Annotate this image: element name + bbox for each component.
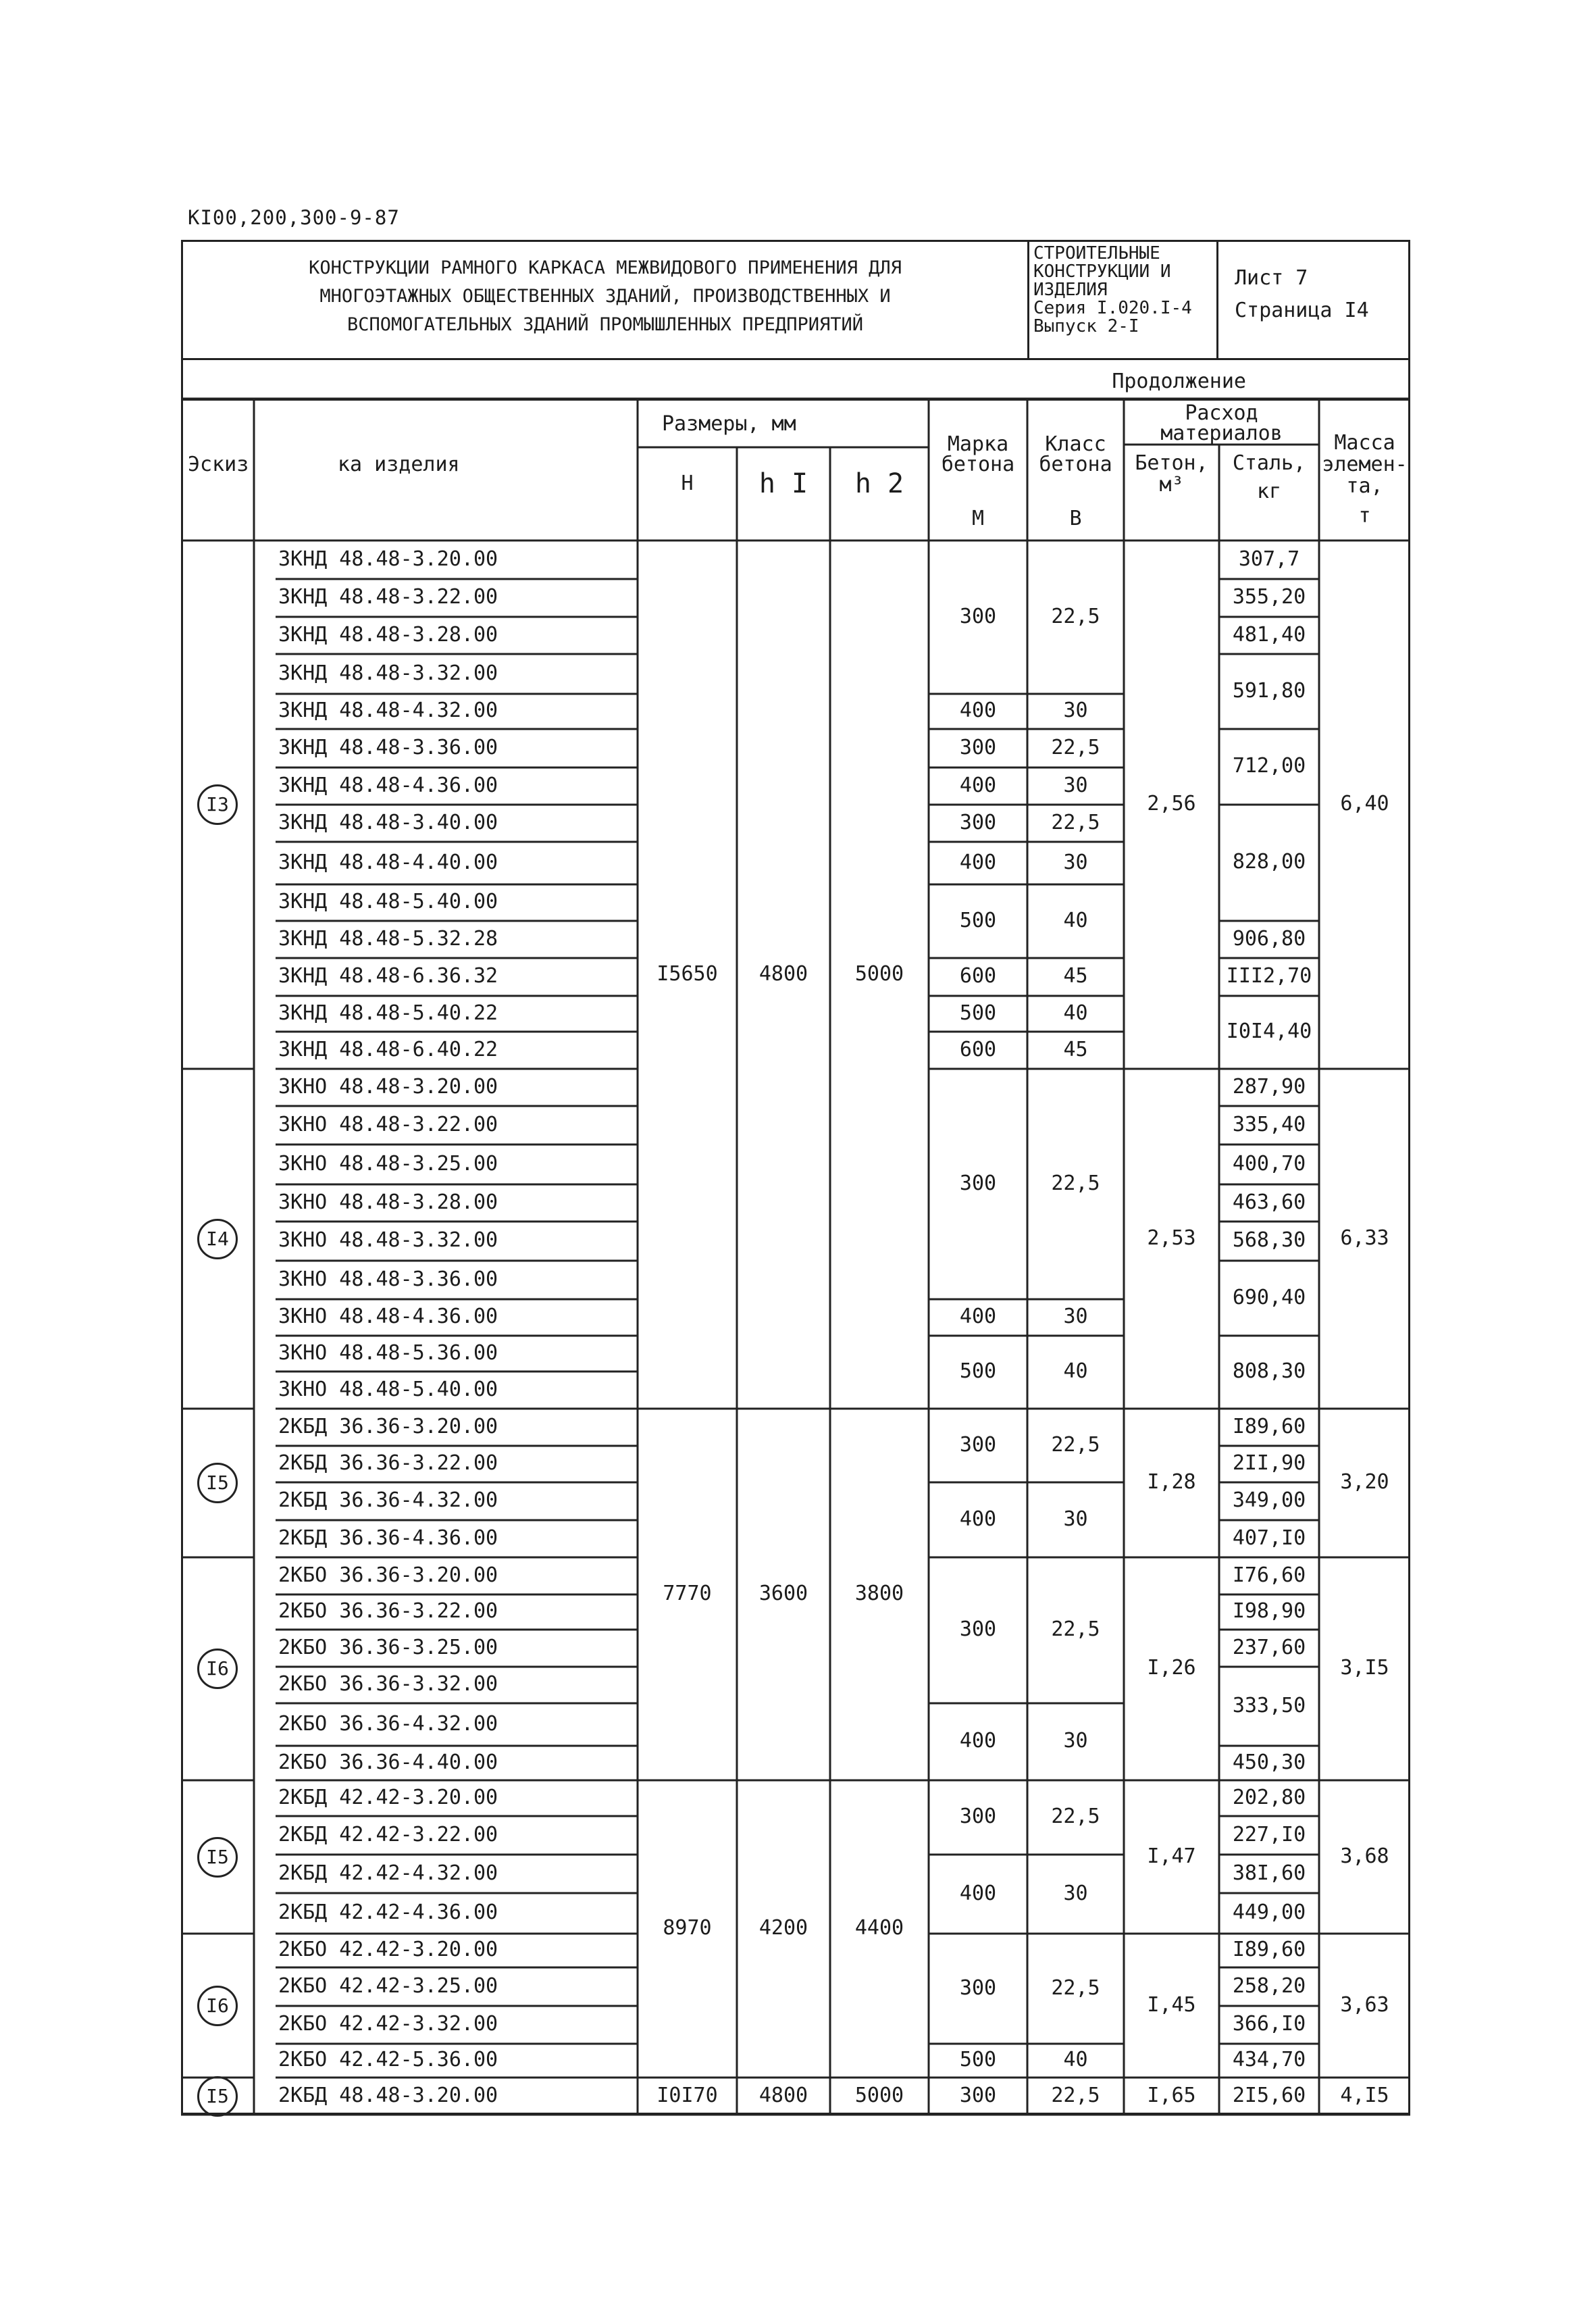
steel-value: 449,00 (1232, 1901, 1306, 1924)
sketch-number-badge: I5 (197, 1463, 238, 1503)
item-name: 3КНО 48.48-5.40.00 (278, 1377, 498, 1401)
item-name: 3КНД 48.48-3.20.00 (278, 547, 498, 571)
concrete-class-value: 22,5 (1051, 1805, 1100, 1828)
header-concrete-class: бетона (1039, 453, 1112, 476)
height-h1-value: 4200 (758, 1916, 808, 1940)
steel-value: 307,7 (1238, 547, 1300, 571)
steel-value: 2I5,60 (1232, 2083, 1306, 2107)
steel-value: I98,90 (1232, 1599, 1306, 1623)
steel-value: 38I,60 (1232, 1861, 1306, 1885)
header-steel: кг (1256, 480, 1282, 503)
height-H-value: 8970 (663, 1916, 712, 1940)
steel-value: 450,30 (1232, 1750, 1306, 1774)
header-sketch: Эскиз (188, 453, 249, 476)
header-mass: Масса (1334, 431, 1395, 455)
item-name: 3КНД 48.48-3.36.00 (278, 735, 498, 759)
item-name: 3КНО 48.48-3.28.00 (278, 1190, 498, 1214)
item-name: 2КБД 42.42-4.32.00 (278, 1861, 498, 1885)
mass-value: 6,33 (1340, 1226, 1389, 1250)
concrete-class-value: 40 (1063, 1359, 1088, 1383)
concrete-class-value: 22,5 (1051, 810, 1100, 834)
header-concrete-grade: бетона (941, 453, 1015, 476)
steel-value: 333,50 (1232, 1693, 1306, 1717)
header-concrete-class: Класс (1045, 432, 1106, 456)
item-name: 3КНО 48.48-3.32.00 (278, 1228, 498, 1252)
series-line: Серия I.020.I-4 (1033, 298, 1192, 318)
concrete-class-value: 30 (1063, 1881, 1088, 1905)
concrete-grade-value: 300 (959, 735, 997, 759)
header-concrete-class: В (1069, 507, 1082, 530)
steel-value: 906,80 (1232, 926, 1306, 951)
steel-value: 2II,90 (1232, 1451, 1306, 1475)
document-code: КI00,200,300-9-87 (188, 206, 400, 229)
concrete-class-value: 30 (1063, 850, 1088, 874)
height-h2-value: 5000 (854, 2083, 904, 2107)
concrete-grade-value: 400 (959, 1729, 997, 1753)
height-h2-value: 3800 (854, 1582, 904, 1605)
header-mass: та, (1346, 474, 1383, 498)
item-name: 3КНО 48.48-3.25.00 (278, 1151, 498, 1176)
item-name: 3КНД 48.48-4.40.00 (278, 850, 498, 874)
sketch-number-badge: I3 (197, 784, 238, 825)
steel-value: I0I4,40 (1226, 1020, 1312, 1043)
concrete-class-value: 30 (1063, 773, 1088, 797)
header-dimensions: Размеры, мм (662, 412, 796, 436)
steel-value: III2,70 (1226, 964, 1312, 988)
height-h2-value: 4400 (854, 1916, 904, 1940)
concrete-grade-value: 500 (959, 2048, 997, 2071)
header-concrete-grade: М (971, 507, 985, 530)
concrete-grade-value: 500 (959, 1359, 997, 1383)
concrete-volume-value: I,45 (1147, 1992, 1196, 2017)
concrete-grade-value: 400 (959, 773, 997, 797)
concrete-grade-value: 300 (959, 1617, 997, 1641)
concrete-grade-value: 400 (959, 699, 997, 722)
sheet-number: Лист 7 (1235, 266, 1308, 290)
height-H-value: I5650 (657, 961, 718, 986)
mass-value: 3,63 (1340, 1992, 1389, 2017)
header-concrete-volume: м³ (1159, 473, 1184, 497)
item-name: 3КНД 48.48-3.22.00 (278, 585, 498, 609)
header-consumption: материалов (1160, 422, 1283, 445)
series-line: КОНСТРУКЦИИ И (1033, 261, 1171, 282)
item-name: 2КБО 42.42-3.25.00 (278, 1973, 498, 1998)
concrete-volume-value: 2,56 (1147, 792, 1196, 815)
continuation-label: Продолжение (1112, 370, 1246, 393)
series-line: СТРОИТЕЛЬНЫЕ (1033, 243, 1160, 263)
concrete-grade-value: 600 (959, 1037, 997, 1061)
series-line: Выпуск 2-I (1033, 316, 1139, 336)
concrete-class-value: 40 (1063, 908, 1088, 932)
concrete-grade-value: 400 (959, 1305, 997, 1328)
header-concrete-grade: Марка (947, 432, 1009, 456)
item-name: 2КБД 36.36-4.36.00 (278, 1526, 498, 1550)
steel-value: 227,I0 (1232, 1822, 1306, 1846)
concrete-class-value: 22,5 (1051, 1171, 1100, 1195)
mass-value: 6,40 (1340, 792, 1389, 815)
height-H-value: I0I70 (657, 2083, 718, 2107)
concrete-class-value: 30 (1063, 1729, 1088, 1753)
header-mass: элемен- (1322, 453, 1408, 476)
concrete-class-value: 22,5 (1051, 1432, 1100, 1457)
steel-value: 828,00 (1232, 850, 1306, 874)
header-mass: т (1358, 504, 1371, 528)
header-consumption: Расход (1185, 401, 1258, 425)
steel-value: 202,80 (1232, 1785, 1306, 1809)
concrete-grade-value: 400 (959, 1881, 997, 1905)
mass-value: 3,68 (1340, 1844, 1389, 1868)
concrete-class-value: 22,5 (1051, 604, 1100, 628)
sketch-number-badge: I4 (197, 1219, 238, 1259)
item-name: 3КНД 48.48-5.40.00 (278, 890, 498, 913)
item-name: 3КНО 48.48-5.36.00 (278, 1340, 498, 1365)
mass-value: 4,I5 (1340, 2083, 1389, 2107)
steel-value: 366,I0 (1232, 2012, 1306, 2036)
concrete-grade-value: 500 (959, 1001, 997, 1025)
item-name: 2КБО 36.36-3.22.00 (278, 1599, 498, 1623)
item-name: 3КНО 48.48-3.36.00 (278, 1267, 498, 1291)
steel-value: I89,60 (1232, 1414, 1306, 1438)
title-line: КОНСТРУКЦИИ РАМНОГО КАРКАСА МЕЖВИДОВОГО ПРИМЕНЕНИЯ ДЛЯ (309, 257, 902, 278)
item-name: 2КБО 42.42-3.32.00 (278, 2012, 498, 2036)
concrete-class-value: 22,5 (1051, 1976, 1100, 2000)
concrete-grade-value: 500 (959, 908, 997, 932)
concrete-class-value: 22,5 (1051, 2083, 1100, 2107)
concrete-grade-value: 300 (959, 1805, 997, 1828)
title-line: ВСПОМОГАТЕЛЬНЫХ ЗДАНИЙ ПРОМЫШЛЕННЫХ ПРЕДПРИЯТИЙ (346, 314, 863, 335)
item-name: 2КБО 36.36-3.20.00 (278, 1563, 498, 1587)
header-h1: h I (758, 468, 808, 499)
steel-value: 287,90 (1232, 1074, 1306, 1099)
item-name: 2КБО 36.36-3.32.00 (278, 1672, 498, 1696)
item-name: 2КБД 36.36-3.22.00 (278, 1451, 498, 1475)
steel-value: 349,00 (1232, 1488, 1306, 1512)
page-number: Страница I4 (1235, 299, 1369, 322)
header-h2: h 2 (854, 468, 904, 499)
concrete-grade-value: 300 (959, 1976, 997, 2000)
header-H: Н (681, 472, 694, 495)
steel-value: 237,60 (1232, 1635, 1306, 1659)
steel-value: 434,70 (1232, 2048, 1306, 2071)
concrete-class-value: 22,5 (1051, 1617, 1100, 1641)
item-name: 3КНД 48.48-3.28.00 (278, 622, 498, 647)
steel-value: 355,20 (1232, 585, 1306, 609)
item-name: 3КНД 48.48-4.32.00 (278, 699, 498, 722)
concrete-volume-value: I,47 (1147, 1844, 1196, 1868)
item-name: 3КНД 48.48-6.40.22 (278, 1037, 498, 1061)
concrete-grade-value: 300 (959, 1171, 997, 1195)
item-name: 3КНД 48.48-3.32.00 (278, 661, 498, 685)
item-name: 2КБО 36.36-3.25.00 (278, 1635, 498, 1659)
steel-value: 808,30 (1232, 1359, 1306, 1383)
concrete-grade-value: 300 (959, 2083, 997, 2107)
sketch-number-badge: I6 (197, 1649, 238, 1689)
steel-value: 591,80 (1232, 678, 1306, 703)
header-steel: Сталь, (1232, 451, 1306, 475)
header-concrete-volume: Бетон, (1135, 451, 1208, 475)
item-name: 2КБД 48.48-3.20.00 (278, 2083, 498, 2107)
steel-value: I76,60 (1232, 1563, 1306, 1587)
item-name: 2КБО 36.36-4.32.00 (278, 1711, 498, 1736)
item-name: 3КНД 48.48-5.40.22 (278, 1001, 498, 1025)
item-name: 3КНО 48.48-3.20.00 (278, 1074, 498, 1099)
height-h2-value: 5000 (854, 961, 904, 986)
item-name: 2КБД 42.42-3.20.00 (278, 1785, 498, 1809)
concrete-class-value: 40 (1063, 1001, 1088, 1025)
concrete-grade-value: 300 (959, 604, 997, 628)
steel-value: 258,20 (1232, 1973, 1306, 1998)
height-h1-value: 4800 (758, 961, 808, 986)
height-h1-value: 3600 (758, 1582, 808, 1605)
sketch-number-badge: I5 (197, 2076, 238, 2117)
steel-value: 407,I0 (1232, 1526, 1306, 1550)
concrete-class-value: 22,5 (1051, 735, 1100, 759)
title-line: МНОГОЭТАЖНЫХ ОБЩЕСТВЕННЫХ ЗДАНИЙ, ПРОИЗВОДСТВЕННЫХ И (319, 286, 891, 307)
item-name: 2КБО 42.42-3.20.00 (278, 1938, 498, 1961)
header-item-name: ка изделия (338, 453, 460, 476)
steel-value: 712,00 (1232, 754, 1306, 778)
item-name: 2КБД 36.36-3.20.00 (278, 1414, 498, 1438)
mass-value: 3,I5 (1340, 1656, 1389, 1680)
height-H-value: 7770 (663, 1582, 712, 1605)
concrete-class-value: 45 (1063, 1037, 1088, 1061)
concrete-volume-value: I,65 (1147, 2083, 1196, 2107)
steel-value: 690,40 (1232, 1285, 1306, 1309)
item-name: 3КНО 48.48-3.22.00 (278, 1112, 498, 1136)
steel-value: 400,70 (1232, 1151, 1306, 1176)
concrete-grade-value: 400 (959, 850, 997, 874)
steel-value: I89,60 (1232, 1938, 1306, 1961)
item-name: 3КНД 48.48-3.40.00 (278, 810, 498, 834)
steel-value: 335,40 (1232, 1112, 1306, 1136)
concrete-grade-value: 400 (959, 1507, 997, 1531)
item-name: 2КБД 42.42-3.22.00 (278, 1822, 498, 1846)
item-name: 3КНД 48.48-6.36.32 (278, 964, 498, 988)
concrete-grade-value: 300 (959, 1432, 997, 1457)
item-name: 2КБД 36.36-4.32.00 (278, 1488, 498, 1512)
mass-value: 3,20 (1340, 1470, 1389, 1494)
item-name: 2КБО 42.42-5.36.00 (278, 2048, 498, 2071)
concrete-class-value: 30 (1063, 1507, 1088, 1531)
concrete-class-value: 30 (1063, 699, 1088, 722)
sketch-number-badge: I6 (197, 1986, 238, 2026)
concrete-class-value: 45 (1063, 964, 1088, 988)
height-h1-value: 4800 (758, 2083, 808, 2107)
concrete-grade-value: 300 (959, 810, 997, 834)
concrete-class-value: 30 (1063, 1305, 1088, 1328)
item-name: 3КНД 48.48-4.36.00 (278, 773, 498, 797)
concrete-volume-value: 2,53 (1147, 1226, 1196, 1250)
item-name: 3КНД 48.48-5.32.28 (278, 926, 498, 951)
item-name: 2КБО 36.36-4.40.00 (278, 1750, 498, 1774)
steel-value: 481,40 (1232, 622, 1306, 647)
steel-value: 568,30 (1232, 1228, 1306, 1252)
item-name: 3КНО 48.48-4.36.00 (278, 1305, 498, 1328)
concrete-volume-value: I,26 (1147, 1656, 1196, 1680)
concrete-class-value: 40 (1063, 2048, 1088, 2071)
item-name: 2КБД 42.42-4.36.00 (278, 1901, 498, 1924)
sketch-number-badge: I5 (197, 1837, 238, 1878)
concrete-volume-value: I,28 (1147, 1470, 1196, 1494)
steel-value: 463,60 (1232, 1190, 1306, 1214)
series-line: ИЗДЕЛИЯ (1033, 280, 1108, 300)
concrete-grade-value: 600 (959, 964, 997, 988)
